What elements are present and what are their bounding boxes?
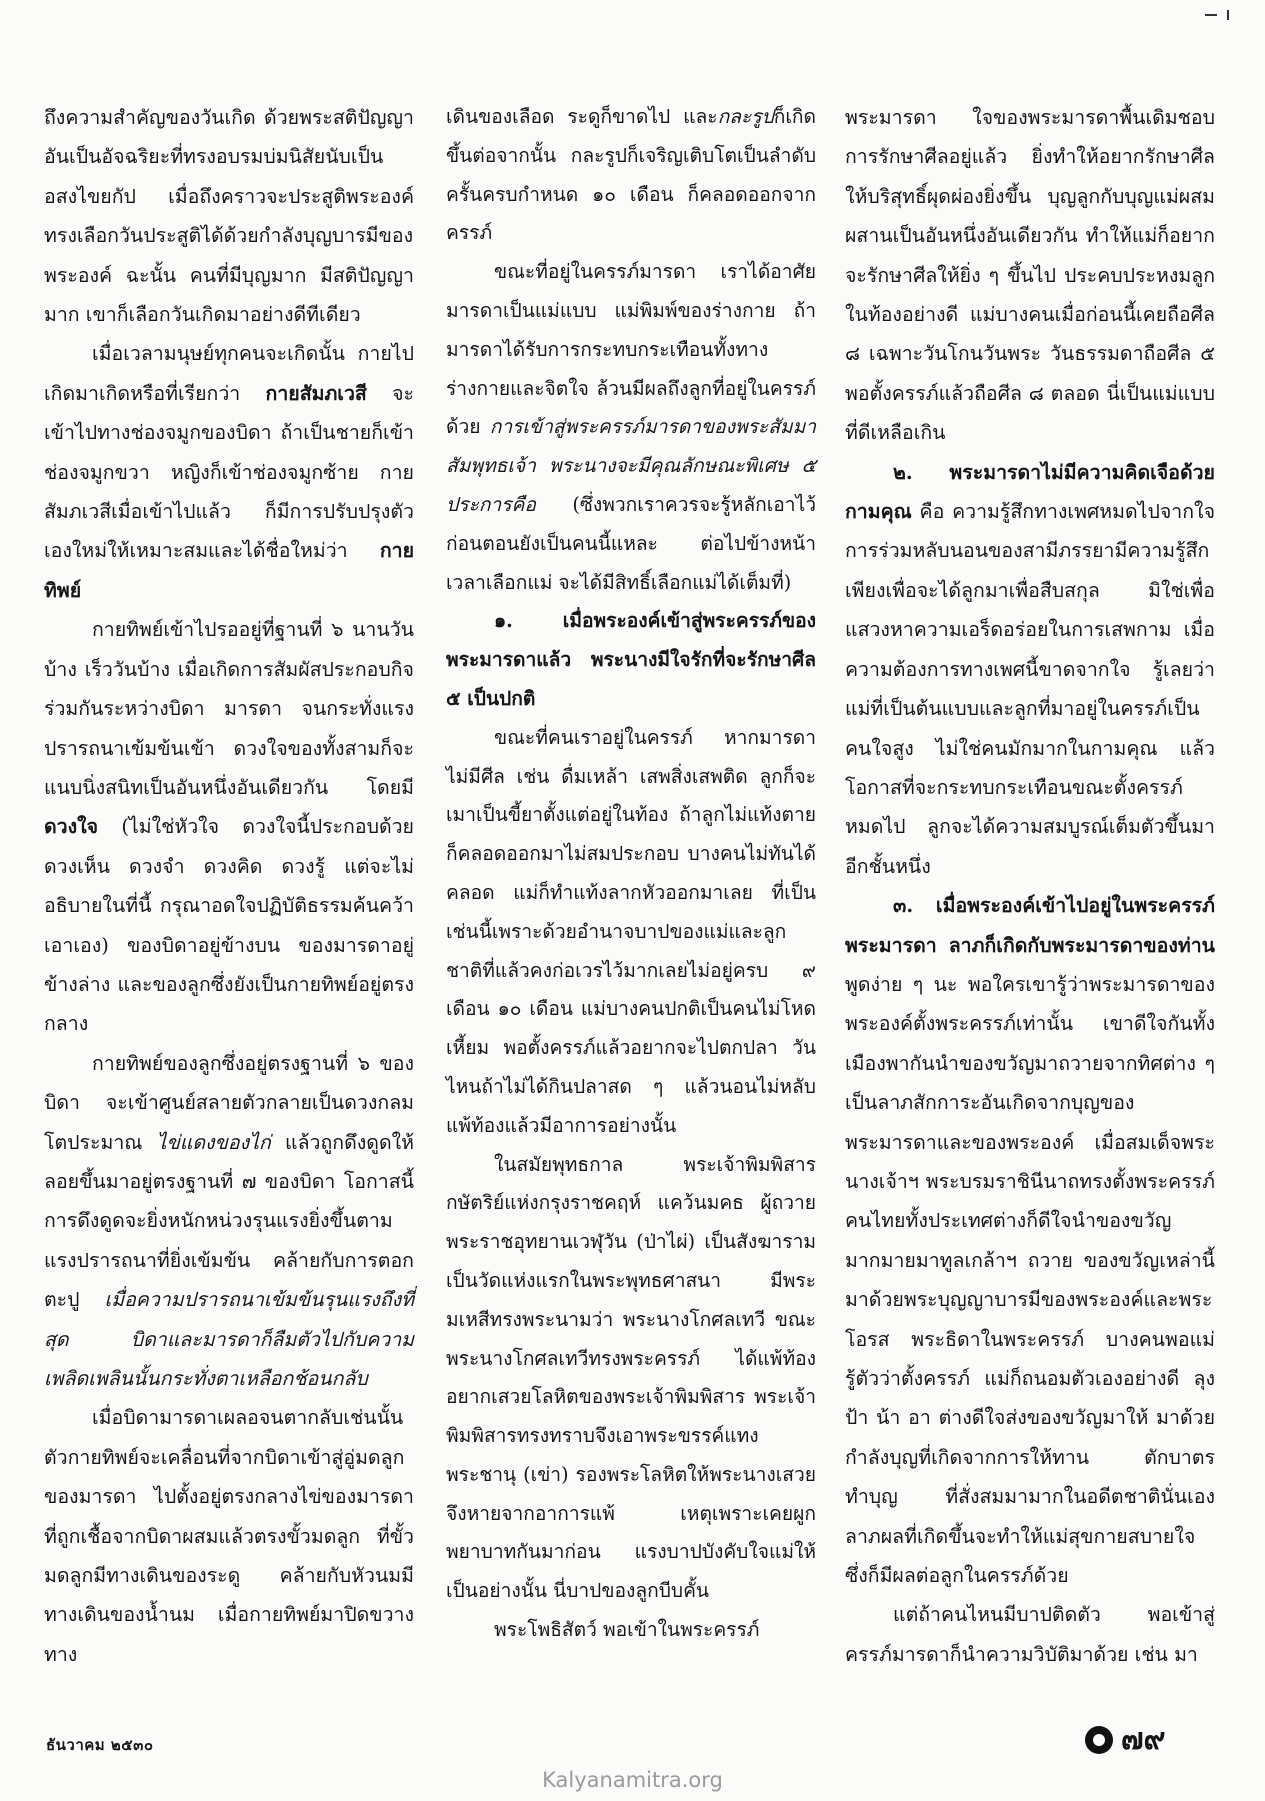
term-bold: ดวงใจ [44,815,99,839]
term-bold: กายสัมภเวสี [265,381,367,405]
numbered-heading: ๑. เมื่อพระองค์เข้าสู่พระครรภ์ของพระมารดาแล้ว พระนางมีใจรักที่จะรักษาศีล ๕ เป็นปกติ [446,609,816,710]
paragraph: กายทิพย์ของลูกซึ่งอยู่ตรงฐานที่ ๖ ของบิดา จะเข้าศูนย์สลายตัวกลายเป็นดวงกลมโตประมาณ ไข่แดงของไก่ แล้วถูกดึงดูดให้ลอยขึ้นมาอยู่ตรงฐานที่ ๗ ของบิดา โอกาสนี้ การดึงดูดจะยิ่งหนักหน่วงรุนแรงยิ่งขึ้นตามแรงปรารถนาที่ยิ่งเข้มข้น คล้ายกับการตอกตะปู เมื่อความปรารถนาเข้มข้นรุนแรงถึงที่สุด บิดาและมารดาก็ลืมตัวไปกับความเพลิดเพลินนั้นกระทั่งตาเหลือกช้อนกลับ [44,1051,414,1390]
paragraph: พระมารดา ใจของพระมารดาพื้นเดิมชอบการรักษาศีลอยู่แล้ว ยิ่งทำให้อยากรักษาศีลให้บริสุทธิ์ผุดผ่องยิ่งขึ้น บุญลูกกับบุญแม่ผสมผสานเป็นอันหนึ่งอันเดียวกัน ทำให้แม่ก็อยากจะรักษาศีลให้ยิ่ง ๆ ขึ้นไป ประคบประหงมลูกในท้องอย่างดี แม่บางคนเมื่อก่อนนี้เคยถือศีล ๘ เฉพาะวันโกนวันพระ วันธรรมดาถือศีล ๕ พอตั้งครรภ์แล้วถือศีล ๘ ตลอด นี่เป็นแม่แบบที่ดีเหลือเกิน [845,106,1215,445]
text-column-2 [446,98,816,1650]
paragraph: กายทิพย์เข้าไปรออยู่ที่ฐานที่ ๖ นานวันบ้าง เร็ววันบ้าง เมื่อเกิดการสัมผัสประกอบกิจร่วมกันระหว่างบิดา มารดา จนกระทั่งแรงปรารถนาเข้มข้นเข้า ดวงใจของทั้งสามก็จะแนบนิ่งสนิทเป็นอันหนึ่งอันเดียวกัน โดยมี ดวงใจ (ไม่ใช่หัวใจ ดวงใจนี้ประกอบด้วย ดวงเห็น ดวงจำ ดวงคิด ดวงรู้ แต่จะไม่อธิบายในที่นี้ กรุณาอดใจปฏิบัติธรรมค้นคว้าเอาเอง) ของบิดาอยู่ข้างบน ของมารดาอยู่ข้างล่าง และของลูกซึ่งยังเป็นกายทิพย์อยู่ตรงกลาง [44,618,414,1036]
text-column-3 [845,98,1215,1674]
paragraph: ๒. พระมารดาไม่มีความคิดเจือด้วยกามคุณ คือ ความรู้สึกทางเพศหมดไปจากใจ การร่วมหลับนอนของสามีภรรยามีความรู้สึกเพียงเพื่อจะได้ลูกมาเพื่อสืบสกุล มิใช่เพื่อแสวงหาความเอร็ดอร่อยในการเสพกาม เมื่อความต้องการทางเพศนี้ขาดจากใจ รู้เลยว่า แม่ที่เป็นต้นแบบและลูกที่มาอยู่ในครรภ์เป็นคนใจสูง ไม่ใช่คนมักมากในกามคุณ แล้วโอกาสที่จะกระทบกระเทือนขณะตั้งครรภ์หมดไป ลูกจะได้ความสมบูรณ์เต็มตัวขึ้นมาอีกชั้นหนึ่ง [845,460,1215,878]
quote-italic: เมื่อความปรารถนาเข้มข้นรุนแรงถึงที่สุด บิดาและมารดาก็ลืมตัวไปกับความเพลิดเพลินนั้นกระทั่งตาเหลือกช้อนกลับ [44,1288,414,1390]
paragraph: พระโพธิสัตว์ พอเข้าในพระครรภ์ [494,1618,760,1642]
page-number: ๗๙ [1121,1722,1166,1757]
page-marker-icon [1085,1726,1113,1754]
paragraph: ขณะที่อยู่ในครรภ์มารดา เราได้อาศัยมารดาเป็นแม่แบบ แม่พิมพ์ของร่างกาย ถ้ามารดาได้รับการกระทบกระเทือนทั้งทางร่างกายและจิตใจ ล้วนมีผลถึงลูกที่อยู่ในครรภ์ด้วย การเข้าสู่พระครรภ์มารดาของพระสัมมาสัมพุทธเจ้า พระนางจะมีคุณลักษณะพิเศษ ๕ ประการคือ (ซึ่งพวกเราควรจะรู้หลักเอาไว้ก่อนตอนยังเป็นคนนี้แหละ ต่อไปข้างหน้าเวลาเลือกแม่ จะได้มีสิทธิ์เลือกแม่ได้เต็มที่) [446,260,816,594]
term-italic: ไข่แดงของไก่ [156,1130,271,1154]
paragraph: ถึงความสำคัญของวันเกิด ด้วยพระสติปัญญาอันเป็นอัจฉริยะที่ทรงอบรมบ่มนิสัยนับเป็นอสงไขยกัป เมื่อถึงคราวจะประสูติพระองค์ทรงเลือกวันประสูติได้ด้วยกำลังบุญบารมีของพระองค์ ฉะนั้น คนที่มีบุญมาก มีสติปัญญามาก เขาก็เลือกวันเกิดมาอย่างดีทีเดียว [44,106,414,327]
paragraph: แต่ถ้าคนไหนมีบาปติดตัว พอเข้าสู่ครรภ์มารดาก็นำความวิบัติมาด้วย เช่น มา [845,1603,1215,1666]
paragraph: ขณะที่คนเราอยู่ในครรภ์ หากมารดาไม่มีศีล เช่น ดื่มเหล้า เสพสิ่งเสพติด ลูกก็จะเมาเป็นขี้ยาตั้งแต่อยู่ในท้อง ถ้าลูกไม่แท้งตาย ก็คลอดออกมาไม่สมประกอบ บางคนไม่ทันได้คลอด แม่ก็ทำแท้งลากหัวออกมาเลย ที่เป็นเช่นนี้เพราะด้วยอำนาจบาปของแม่และลูก ชาติที่แล้วคงก่อเวรไว้มากเลยไม่อยู่ครบ ๙ เดือน ๑๐ เดือน แม่บางคนปกติเป็นคนไม่โหดเหี้ยม พอตั้งครรภ์แล้วอยากจะไปตกปลา วันไหนถ้าไม่ได้กินปลาสด ๆ แล้วนอนไม่หลับ แพ้ท้องแล้วมีอาการอย่างนั้น [446,725,816,1137]
page-number-block [1085,1716,1166,1763]
numbered-heading: ๓. เมื่อพระองค์เข้าไปอยู่ในพระครรภ์พระมารดา ลาภก็เกิดกับพระมารดาของท่าน [845,894,1215,957]
scan-mark [1227,10,1229,20]
numbered-heading: ๒. พระมารดาไม่มีความคิดเจือด้วยกามคุณ [845,460,1215,524]
paragraph: เมื่อบิดามารดาเผลอจนตากลับเช่นนั้น ตัวกายทิพย์จะเคลื่อนที่จากบิดาเข้าสู่อู่มดลูกของมารดา ไปตั้งอยู่ตรงกลางไข่ของมารดาที่ถูกเชื้อจากบิดาผสมแล้วตรงขั้วมดลูก ที่ขั้วมดลูกมีทางเดินของระดู คล้ายกับหัวนมมีทางเดินของน้ำนม เมื่อกายทิพย์มาปิดขวางทาง [44,1406,414,1666]
watermark: Kalyanamitra.org [542,1768,723,1792]
text-column-1 [44,98,414,1674]
scan-mark [1205,14,1217,16]
term-italic: กละรูป [717,105,774,128]
quote-italic: การเข้าสู่พระครรภ์มารดาของพระสัมมาสัมพุทธเจ้า พระนางจะมีคุณลักษณะพิเศษ ๕ ประการคือ [446,415,816,516]
paragraph: ในสมัยพุทธกาล พระเจ้าพิมพิสาร กษัตริย์แห่งกรุงราชคฤห์ แคว้นมคธ ผู้ถวายพระราชอุทยานเวฬุวัน (ป่าไผ่) เป็นสังฆารามเป็นวัดแห่งแรกในพระพุทธศาสนา มีพระมเหสีทรงพระนามว่า พระนางโกศลเทวี ขณะพระนางโกศลเทวีทรงพระครรภ์ ได้แพ้ท้องอยากเสวยโลหิตของพระเจ้าพิมพิสาร พระเจ้าพิมพิสารทรงทราบจึงเอาพระขรรค์แทงพระชานุ (เข่า) รองพระโลหิตให้พระนางเสวยจึงหายจากอาการแพ้ เหตุเพราะเคยผูกพยาบาทกันมาก่อน แรงบาปบังคับใจแม่ให้เป็นอย่างนั้น นี่บาปของลูกบีบคั้น [446,1152,816,1603]
paragraph: เมื่อเวลามนุษย์ทุกคนจะเกิดนั้น กายไปเกิดมาเกิดหรือที่เรียกว่า กายสัมภเวสี จะเข้าไปทางช่องจมูกของบิดา ถ้าเป็นชายก็เข้าช่องจมูกขวา หญิงก็เข้าช่องจมูกซ้าย กายสัมภเวสีเมื่อเข้าไปแล้ว ก็มีการปรับปรุงตัวเองใหม่ให้เหมาะสมและได้ชื่อใหม่ว่า กายทิพย์ [44,342,414,602]
paragraph: เดินของเลือด ระดูก็ขาดไป และกละรูปก็เกิดขึ้นต่อจากนั้น กละรูปก็เจริญเติบโตเป็นลำดับ ครั้นครบกำหนด ๑๐ เดือน ก็คลอดออกจากครรภ์ [446,105,816,245]
paragraph: ๓. เมื่อพระองค์เข้าไปอยู่ในพระครรภ์พระมารดา ลาภก็เกิดกับพระมารดาของท่าน พูดง่าย ๆ นะ พอใครเขารู้ว่าพระมารดาของพระองค์ตั้งพระครรภ์เท่านั้น เขาดีใจกันทั้งเมืองพากันนำของขวัญมาถวายจากทิศต่าง ๆ เป็นลาภสักการะอันเกิดจากบุญของพระมารดาและของพระองค์ เมื่อสมเด็จพระนางเจ้าฯ พระบรมราชินีนาถทรงตั้งพระครรภ์ คนไทยทั้งประเทศต่างก็ดีใจนำของขวัญมากมายมาทูลเกล้าฯ ถวาย ของขวัญเหล่านี้มาด้วยพระบุญญาบารมีของพระองค์และพระโอรส พระธิดาในพระครรภ์ บางคนพอแม่รู้ตัวว่าตั้งครรภ์ แม่ก็ถนอมตัวเองอย่างดี ลุง ป้า น้า อา ต่างดีใจส่งของขวัญมาให้ มาด้วยกำลังบุญที่เกิดจากการให้ทาน ตักบาตรทำบุญ ที่สั่งสมมามากในอดีตชาตินั่นเอง ลาภผลที่เกิดขึ้นจะทำให้แม่สุขกายสบายใจ ซึ่งก็มีผลต่อลูกในครรภ์ด้วย [845,894,1215,1588]
term-bold: กายทิพย์ [44,539,414,602]
issue-date: ธันวาคม ๒๕๓๐ [46,1736,154,1754]
